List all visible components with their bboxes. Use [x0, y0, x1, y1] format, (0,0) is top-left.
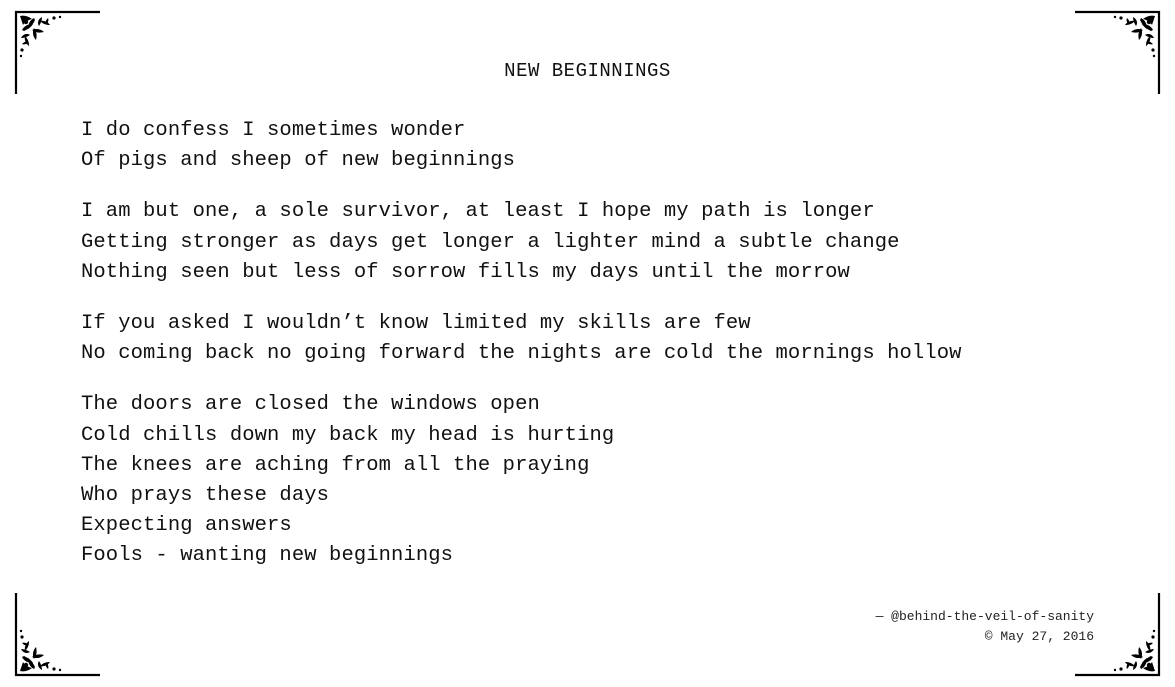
poem-line: Expecting answers	[81, 514, 292, 538]
copyright-date: © May 27, 2016	[984, 629, 1094, 644]
poem-line: The knees are aching from all the praying	[81, 453, 590, 477]
poem-line: Fools - wanting new beginnings	[81, 544, 454, 568]
signature-block	[876, 607, 1094, 647]
poem-line: I do confess I sometimes wonder	[81, 119, 466, 142]
author-credit: — @behind-the-veil-of-sanity	[875, 609, 1094, 624]
poem-line: Of pigs and sheep of new beginnings	[81, 149, 516, 173]
ornamental-corner-icon	[14, 10, 100, 96]
poem-line: Nothing seen but less of sorrow fills my days until the morrow	[81, 260, 850, 284]
poem-title: NEW BEGINNINGS	[504, 60, 671, 82]
poem-line: Getting stronger as days get longer a lighter mind a subtle change	[81, 230, 900, 254]
poem-body	[81, 116, 1121, 593]
poem-line: If you asked I wouldn’t know limited my skills are few	[81, 312, 751, 336]
poem-line: Cold chills down my back my head is hurting	[81, 423, 615, 447]
stanza	[81, 390, 1121, 571]
ornamental-corner-icon	[1075, 10, 1161, 96]
stanza	[81, 116, 1121, 176]
poem-line: No coming back no going forward the nights are cold the mornings hollow	[81, 342, 962, 366]
stanza	[81, 197, 1121, 288]
ornamental-corner-icon	[14, 591, 100, 677]
poem-line: I am but one, a sole survivor, at least I hope my path is longer	[81, 200, 875, 224]
stanza	[81, 309, 1121, 369]
poem-line: Who prays these days	[81, 484, 330, 508]
poem-line: The doors are closed the windows open	[81, 393, 540, 417]
